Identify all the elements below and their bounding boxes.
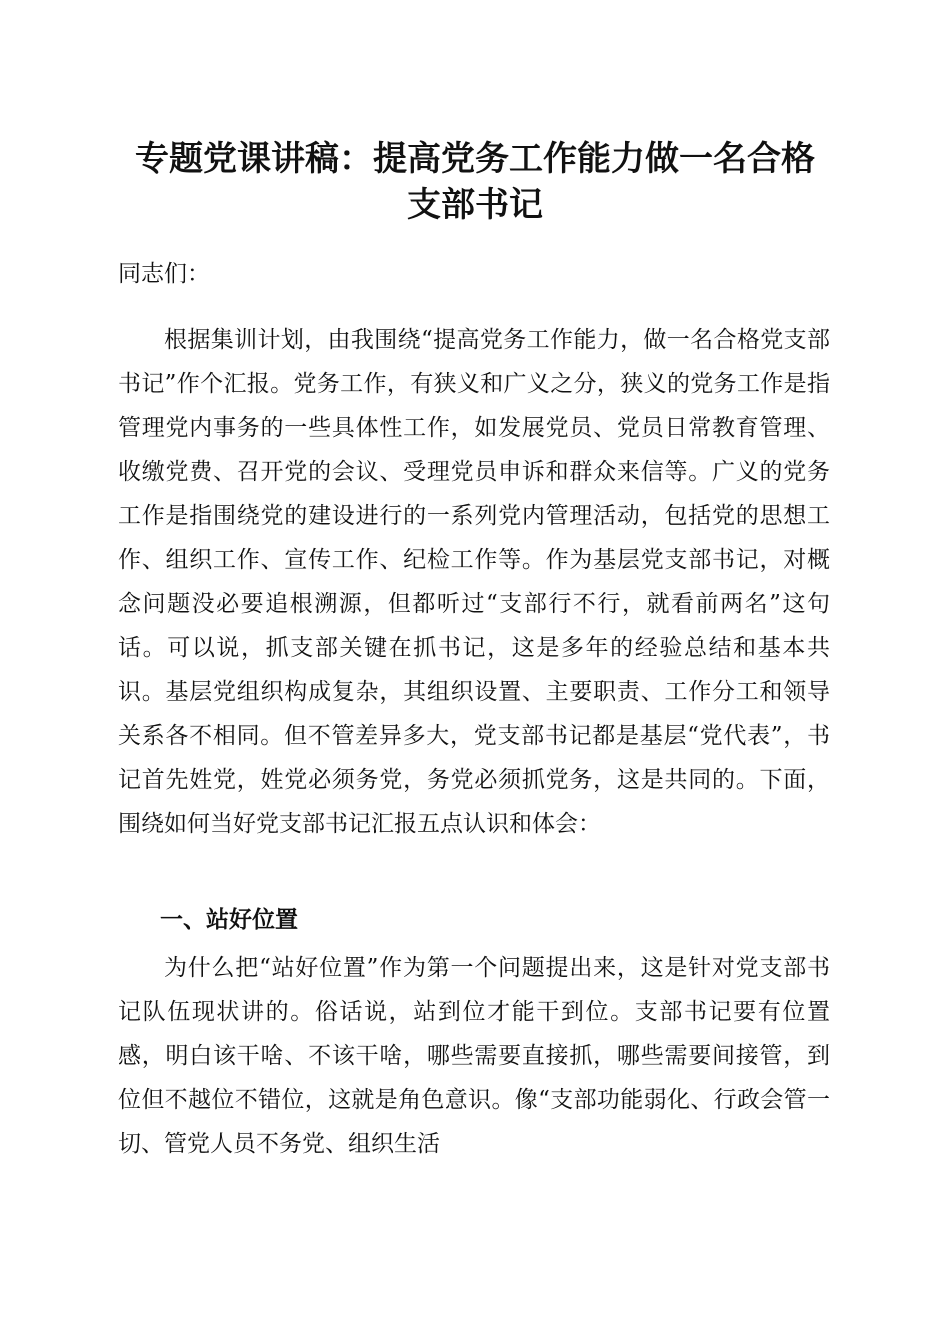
paragraph-intro: 根据集训计划，由我围绕“提高党务工作能力，做一名合格党支部书记”作个汇报。党务工作，有狭义和广义之分，狭义的党务工作是指管理党内事务的一些具体性工作，如发展党员、党员日常教育管理、收缴党费、召开党的会议、受理党员申诉和群众来信等。广义的党务工作是指围绕党的建设进行的一系列党内管理活动，包括党的思想工作、组织工作、宣传工作、纪检工作等。作为基层党支部书记，对概念问题没必要追根溯源，但都听过“支部行不行，就看前两名”这句话。可以说，抓支部关键在抓书记，这是多年的经验总结和基本共识。基层党组织构成复杂，其组织设置、主要职责、工作分工和领导关系各不相同。但不管差异多大，党支部书记都是基层“党代表”，书记首先姓党，姓党必须务党，务党必须抓党务，这是共同的。下面，围绕如何当好党支部书记汇报五点认识和体会： (118, 327, 830, 837)
document-title-line-2: 支部书记 (407, 185, 543, 225)
paragraph-section-1: 为什么把“站好位置”作为第一个问题提出来，这是针对党支部书记队伍现状讲的。俗话说，站到位才能干到位。支部书记要有位置感，明白该干啥、不该干啥，哪些需要直接抓，哪些需要间接管，到位但不越位不错位，这就是角色意识。像“支部功能弱化、行政会管一切、管党人员不务党、组织生活 (118, 955, 830, 1157)
section-heading-1: 一、站好位置 (160, 907, 298, 933)
salutation: 同志们： (118, 261, 210, 287)
document-title-line-1: 专题党课讲稿：提高党务工作能力做一名合格 (135, 139, 815, 179)
